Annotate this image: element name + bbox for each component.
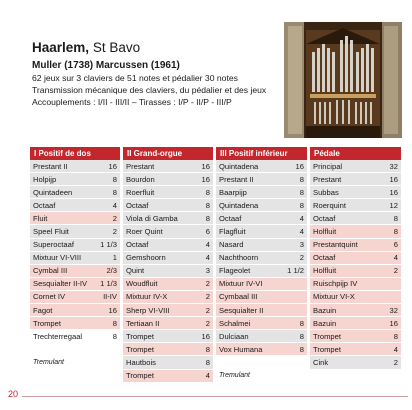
stop-pitch: 2 (393, 357, 398, 367)
stop-row (123, 212, 213, 225)
stop-row (30, 343, 120, 356)
stop-pitch: 12 (389, 200, 398, 210)
stop-pitch: 4 (299, 227, 304, 237)
stop-row (216, 343, 307, 356)
stop-name: Subbas (313, 187, 339, 197)
stop-name: Cymbal III (33, 266, 68, 276)
stop-name: Hautbois (126, 357, 156, 367)
stop-row (216, 304, 307, 317)
stop-row (310, 239, 401, 252)
stop-pitch: 16 (108, 161, 117, 171)
stop-name: Trompet (126, 331, 154, 341)
stop-name: Mixtuur IV-X (126, 292, 168, 302)
stop-name: Bazuin (313, 318, 337, 328)
stop-pitch: 8 (299, 174, 304, 184)
stop-row (30, 356, 120, 369)
stop-row (310, 265, 401, 278)
stop-row (310, 278, 401, 291)
stop-pitch: 6 (393, 240, 398, 250)
stoplist-columns (30, 160, 404, 383)
stop-pitch: 16 (201, 331, 210, 341)
stop-name: Sesquialter II-IV (33, 279, 88, 289)
stop-name: Roerquint (313, 200, 346, 210)
stop-row (310, 291, 401, 304)
stop-name: Flageolet (219, 266, 251, 276)
stop-name: Principal (313, 161, 343, 171)
stop-row (310, 252, 401, 265)
stop-row (30, 330, 120, 343)
stop-name: Octaaf (126, 240, 149, 250)
stop-pitch: 2 (205, 305, 210, 315)
stop-name: Prestant (313, 174, 342, 184)
stop-row (310, 173, 401, 186)
stop-name: Octaaf (313, 253, 336, 263)
stop-row (216, 265, 307, 278)
stop-pitch: 2 (205, 292, 210, 302)
stop-name: Trompet (313, 331, 341, 341)
stop-pitch: 2 (393, 266, 398, 276)
stop-row (30, 291, 120, 304)
stop-row (310, 160, 401, 173)
stop-pitch: 1 1/3 (100, 279, 117, 289)
col-header-positif-de-dos: I Positif de dos (30, 147, 120, 160)
stop-name: Sherp VI-VIII (126, 305, 170, 315)
stop-pitch: 1 (112, 253, 117, 263)
organ-header (32, 40, 282, 108)
stop-row (216, 330, 307, 343)
stop-row (123, 265, 213, 278)
stop-name: Tertiaan II (126, 318, 160, 328)
stop-name: Nasard (219, 240, 244, 250)
stop-row (123, 199, 213, 212)
stop-name: Holfluit (313, 227, 337, 237)
stop-row (30, 317, 120, 330)
stop-row (216, 278, 307, 291)
stop-name: Fagot (33, 305, 53, 315)
stop-row (123, 330, 213, 343)
stop-name: Flagfluit (219, 227, 246, 237)
stop-row (216, 199, 307, 212)
stop-pitch: 4 (112, 200, 117, 210)
stop-name: Trechterregaal (33, 331, 83, 341)
stop-name: Nachthoorn (219, 253, 259, 263)
stop-row (30, 239, 120, 252)
stop-name: Prestant II (219, 174, 254, 184)
stop-name: Quintadena (219, 161, 259, 171)
stop-row (216, 356, 307, 369)
stop-name: Woudfluit (126, 279, 158, 289)
stop-row (30, 265, 120, 278)
stop-row (123, 343, 213, 356)
stop-row (123, 304, 213, 317)
stop-row (123, 225, 213, 238)
stop-row (216, 225, 307, 238)
stop-pitch: 8 (393, 213, 398, 223)
stop-name: Trompet (126, 344, 154, 354)
stop-row (310, 356, 401, 369)
stop-pitch: 8 (299, 318, 304, 328)
stop-name: Octaaf (126, 200, 149, 210)
stop-name: Holfluit (313, 266, 337, 276)
stop-row (123, 252, 213, 265)
church-name: St Bavo (92, 40, 141, 55)
stop-name: Tremulant (33, 358, 64, 366)
stop-name: Prestant (126, 161, 155, 171)
stop-name: Tremulant (219, 372, 250, 380)
stop-pitch: 8 (299, 187, 304, 197)
stop-name: Gemshoorn (126, 253, 166, 263)
stop-pitch: 16 (201, 161, 210, 171)
stop-row (216, 317, 307, 330)
stop-pitch: 6 (205, 227, 210, 237)
stop-name: Superoctaaf (33, 240, 74, 250)
stop-pitch: 8 (112, 331, 117, 341)
stop-name: Bazuin (313, 305, 337, 315)
stop-pitch: 2 (112, 213, 117, 223)
stop-row (30, 252, 120, 265)
stop-row (310, 225, 401, 238)
stop-name: Schalmei (219, 318, 251, 328)
column-grand-orgue (123, 160, 213, 383)
stop-row (216, 370, 307, 383)
stop-pitch: 8 (112, 318, 117, 328)
stop-row (123, 160, 213, 173)
stop-pitch: 4 (299, 213, 304, 223)
stop-row (216, 173, 307, 186)
stop-row (123, 186, 213, 199)
stop-pitch: 8 (205, 344, 210, 354)
stop-row (30, 212, 120, 225)
stop-pitch: II-IV (103, 292, 117, 302)
stop-name: Roer Quint (126, 227, 163, 237)
stop-row (310, 199, 401, 212)
stop-name: Mixtuur VI-VIII (33, 253, 82, 263)
stop-row (123, 356, 213, 369)
col-header-positif-inferieur: III Positif inférieur (216, 147, 307, 160)
stop-pitch: 8 (205, 213, 210, 223)
stop-pitch: 8 (205, 357, 210, 367)
stop-name: Cymbaal III (219, 292, 258, 302)
stop-row (216, 291, 307, 304)
stop-row (123, 291, 213, 304)
stop-name: Baarpijp (219, 187, 247, 197)
organ-desc-line-3: Accouplements : I/II - III/II – Tirasses : I/P - II/P - III/P (32, 97, 232, 107)
organ-builder: Muller (1738) Marcussen (1961) (32, 60, 180, 71)
stop-pitch: 8 (205, 200, 210, 210)
stop-row (216, 252, 307, 265)
stop-pitch: 4 (205, 371, 210, 381)
city-name: Haarlem, (32, 40, 90, 55)
stop-name: Vox Humana (219, 344, 263, 354)
stop-name: Cink (313, 357, 329, 367)
stop-name: Trompet (126, 371, 154, 381)
stop-pitch: 4 (205, 240, 210, 250)
stop-row (216, 212, 307, 225)
organ-photo-image (284, 22, 402, 138)
stop-pitch: 16 (108, 305, 117, 315)
stop-row (123, 278, 213, 291)
stop-name: Fluit (33, 213, 48, 223)
stop-pitch: 2 (112, 227, 117, 237)
stop-row (30, 278, 120, 291)
stop-row (216, 186, 307, 199)
stop-row (310, 304, 401, 317)
column-positif-de-dos (30, 160, 120, 383)
stop-name: Quintadena (219, 200, 259, 210)
stop-pitch: 2 (299, 253, 304, 263)
organ-desc-line-2: Transmission mécanique des claviers, du pédalier et des jeux (32, 85, 267, 95)
stop-pitch: 2 (205, 279, 210, 289)
stop-pitch: 8 (112, 187, 117, 197)
stop-pitch: 2/3 (106, 266, 117, 276)
stop-pitch: 4 (393, 253, 398, 263)
stop-name: Holpijp (33, 174, 57, 184)
stop-row (310, 186, 401, 199)
stop-name: Quint (126, 266, 145, 276)
stop-pitch: 16 (201, 174, 210, 184)
stop-pitch: 16 (389, 318, 398, 328)
stop-pitch: 16 (389, 174, 398, 184)
stop-pitch: 1 1/2 (287, 266, 304, 276)
stop-pitch: 3 (299, 240, 304, 250)
stop-name: Roerfluit (126, 187, 155, 197)
stop-row (30, 186, 120, 199)
stop-pitch: 8 (299, 344, 304, 354)
stop-row (310, 317, 401, 330)
stop-pitch: 8 (393, 227, 398, 237)
stop-name: Dulciaan (219, 331, 249, 341)
stoplist-header-row (30, 147, 404, 160)
page-number: 20 (8, 389, 19, 399)
organ-desc-line-1: 62 jeux sur 3 claviers de 51 notes et pédalier 30 notes (32, 73, 238, 83)
stop-name: Octaaf (219, 213, 242, 223)
col-header-grand-orgue: II Grand-orgue (123, 147, 213, 160)
organ-title (32, 40, 282, 56)
stop-pitch: 3 (205, 266, 210, 276)
stop-row (123, 370, 213, 383)
stop-name: Prestant II (33, 161, 68, 171)
stop-row (30, 199, 120, 212)
stop-row (310, 330, 401, 343)
column-pedale (310, 160, 401, 383)
stop-row (123, 173, 213, 186)
stop-pitch: 16 (389, 187, 398, 197)
stop-row (30, 160, 120, 173)
stop-name: Octaaf (313, 213, 336, 223)
stop-pitch: 8 (299, 200, 304, 210)
stop-name: Speel Fluit (33, 227, 69, 237)
stop-name: Bourdon (126, 174, 155, 184)
stop-row (30, 225, 120, 238)
column-positif-inferieur (216, 160, 307, 383)
stop-row (216, 160, 307, 173)
stop-name: Prestantquint (313, 240, 358, 250)
stop-pitch: 32 (389, 305, 398, 315)
stop-name: Cornet IV (33, 292, 66, 302)
stop-pitch: 16 (295, 161, 304, 171)
stop-row (310, 212, 401, 225)
stop-name: Mixtuur IV-VI (219, 279, 263, 289)
stop-pitch: 1 1/3 (100, 240, 117, 250)
stop-row (30, 304, 120, 317)
stop-pitch: 8 (299, 331, 304, 341)
stop-name: Ruischpijp IV (313, 279, 358, 289)
stop-name: Trompet (313, 344, 341, 354)
stop-name: Quintadeen (33, 187, 73, 197)
stop-pitch: 4 (393, 344, 398, 354)
stop-pitch: 4 (205, 253, 210, 263)
stop-name: Octaaf (33, 200, 56, 210)
stop-pitch: 8 (112, 174, 117, 184)
stop-name: Viola di Gamba (126, 213, 178, 223)
stop-row (30, 173, 120, 186)
stop-row (310, 343, 401, 356)
stoplist-table (30, 147, 404, 383)
stop-pitch: 32 (389, 161, 398, 171)
stop-row (216, 239, 307, 252)
stop-row (123, 317, 213, 330)
stop-name: Mixtuur VI-X (313, 292, 355, 302)
stop-row (123, 239, 213, 252)
stop-pitch: 2 (205, 318, 210, 328)
stop-name: Trompet (33, 318, 61, 328)
stop-pitch: 8 (393, 331, 398, 341)
page-footer-rule (22, 396, 408, 397)
stop-pitch: 8 (205, 187, 210, 197)
stop-name: Sesquialter II (219, 305, 264, 315)
col-header-pedale: Pédale (310, 147, 401, 160)
